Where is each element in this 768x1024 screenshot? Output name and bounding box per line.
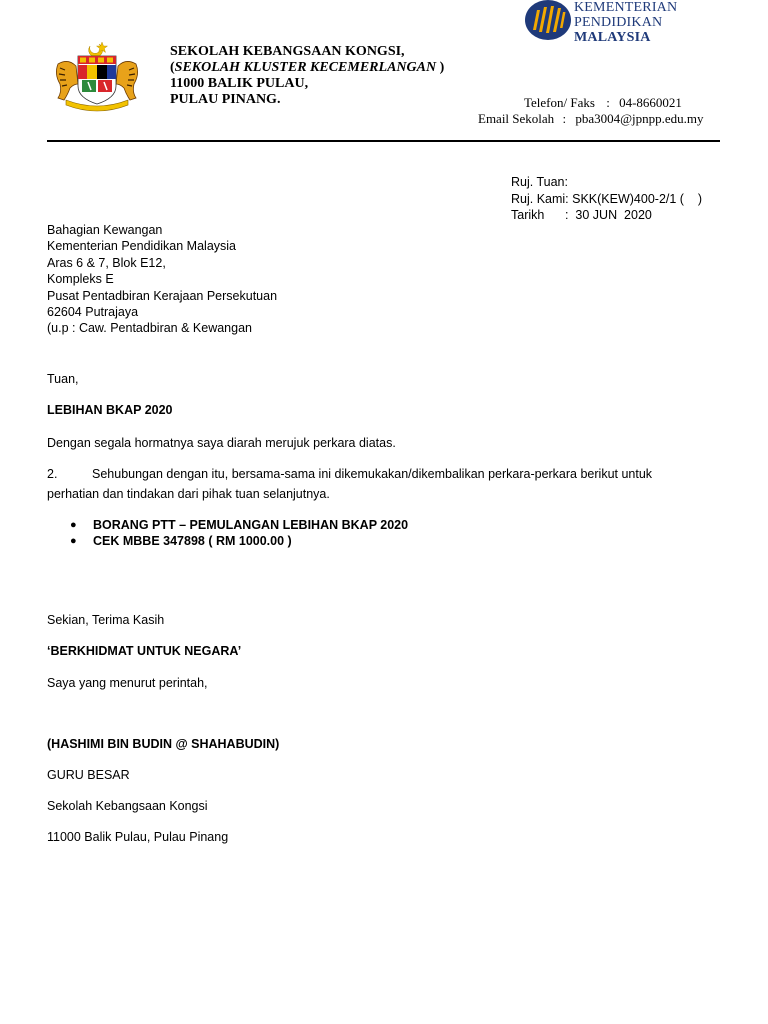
school-subtitle: (SEKOLAH KLUSTER KECEMERLANGAN ) bbox=[170, 60, 445, 75]
ruj-kami: Ruj. Kami: SKK(KEW)400-2/1 ( ) bbox=[511, 191, 703, 206]
recipient-line: Kompleks E bbox=[47, 272, 114, 287]
phone-value: 04-8660021 bbox=[619, 95, 682, 110]
bullet-icon: ● bbox=[70, 519, 77, 531]
signatory-school: Sekolah Kebangsaan Kongsi bbox=[47, 799, 208, 813]
email-line bbox=[478, 111, 704, 127]
paragraph-1: Dengan segala hormatnya saya diarah merujuk perkara diatas. bbox=[47, 436, 396, 450]
subject-line: LEBIHAN BKAP 2020 bbox=[47, 403, 173, 417]
paragraph-2-number: 2. bbox=[47, 467, 58, 481]
tarikh-line: Tarikh : 30 JUN 2020 bbox=[511, 208, 652, 222]
phone-separator: : bbox=[606, 95, 610, 110]
list-item: ● BORANG PTT – PEMULANGAN LEBIHAN BKAP 2020 bbox=[70, 518, 409, 532]
paragraph-2-line1: Sehubungan dengan itu, bersama-sama ini dikemukakan/dikembalikan perkara-perkara berikut untuk bbox=[92, 467, 653, 481]
header-divider bbox=[47, 140, 720, 142]
signatory-name: (HASHIMI BIN BUDIN @ SHAHABUDIN) bbox=[47, 737, 280, 751]
school-name: SEKOLAH KEBANGSAAN KONGSI, bbox=[170, 44, 405, 59]
bullet-icon: ● bbox=[70, 535, 77, 547]
email-value: pba3004@jpnpp.edu.my bbox=[575, 111, 704, 126]
kpm-line2: PENDIDIKAN bbox=[574, 15, 663, 30]
list-item: ● CEK MBBE 347898 ( RM 1000.00 ) bbox=[70, 534, 292, 548]
salutation: Tuan, bbox=[47, 372, 79, 386]
ruj-tuan: Ruj. Tuan: bbox=[511, 175, 568, 189]
phone-line bbox=[524, 95, 682, 111]
recipient-line: Aras 6 & 7, Blok E12, bbox=[47, 255, 166, 270]
coat-of-arms-logo bbox=[52, 38, 142, 114]
signatory-address: 11000 Balik Pulau, Pulau Pinang bbox=[47, 830, 229, 844]
motto: ‘BERKHIDMAT UNTUK NEGARA’ bbox=[47, 644, 242, 658]
recipient-line: Bahagian Kewangan bbox=[47, 223, 163, 237]
phone-label: Telefon/ Faks bbox=[524, 95, 595, 110]
item-list bbox=[70, 517, 408, 549]
paragraph-2-line2: perhatian dan tindakan dari pihak tuan selanjutnya. bbox=[47, 487, 330, 501]
school-address-line1: 11000 BALIK PULAU, bbox=[170, 76, 309, 91]
recipient-line: Pusat Pentadbiran Kerajaan Persekutuan bbox=[47, 288, 278, 303]
kpm-logo-icon bbox=[524, 0, 572, 42]
kpm-logo-text bbox=[574, 0, 677, 45]
reference-block bbox=[511, 174, 702, 224]
recipient-address bbox=[47, 222, 277, 337]
recipient-line: Kementerian Pendidikan Malaysia bbox=[47, 239, 236, 254]
signatory-title: GURU BESAR bbox=[47, 768, 130, 782]
kpm-line1: KEMENTERIAN bbox=[574, 0, 678, 15]
school-header bbox=[170, 44, 444, 108]
school-address-line2: PULAU PINANG. bbox=[170, 92, 281, 107]
closing: Sekian, Terima Kasih bbox=[47, 613, 165, 627]
email-label: Email Sekolah bbox=[478, 111, 555, 126]
email-separator: : bbox=[562, 111, 567, 126]
kpm-line3: MALAYSIA bbox=[574, 30, 651, 45]
recipient-line: (u.p : Caw. Pentadbiran & Kewangan bbox=[47, 321, 252, 336]
recipient-line: 62604 Putrajaya bbox=[47, 305, 139, 320]
obedient-line: Saya yang menurut perintah, bbox=[47, 676, 208, 690]
